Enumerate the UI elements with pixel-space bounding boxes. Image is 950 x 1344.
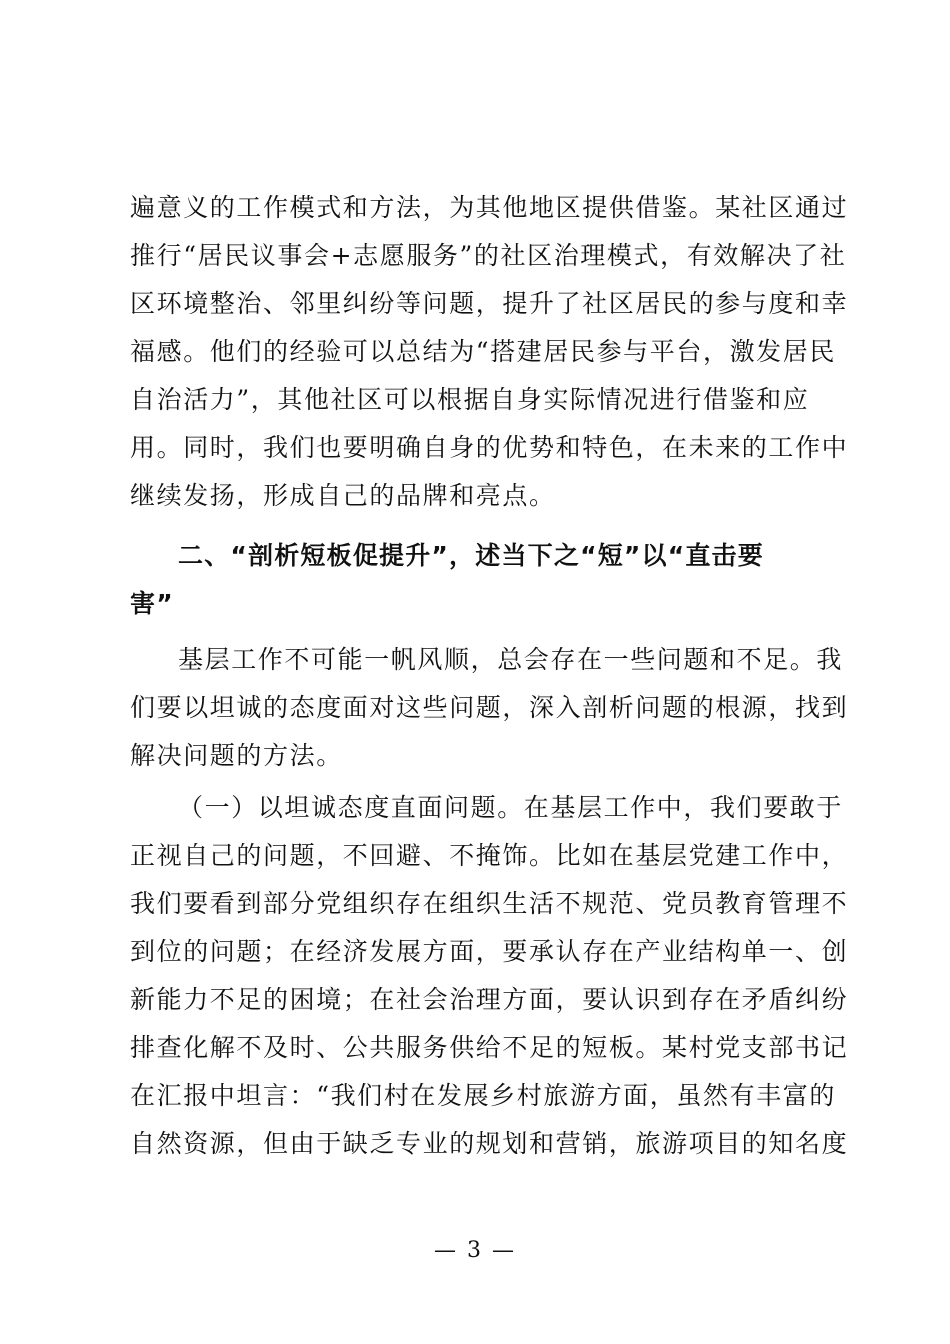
paragraph-line: 我们要看到部分党组织存在组织生活不规范、党员教育管理不 [130, 889, 849, 918]
paragraph-line: 基层工作不可能一帆风顺，总会存在一些问题和不足。我 [178, 645, 844, 674]
paragraph-line: 排查化解不及时、公共服务供给不足的短板。某村党支部书记 [130, 1033, 849, 1062]
paragraph-line: 正视自己的问题，不回避、不掩饰。比如在基层党建工作中， [130, 841, 849, 870]
paragraph-line: 解决问题的方法。 [130, 741, 343, 770]
paragraph-line: 到位的问题；在经济发展方面，要承认存在产业结构单一、创 [130, 937, 849, 966]
paragraph-line: 福感。他们的经验可以总结为“搭建居民参与平台，激发居民 [130, 337, 836, 366]
section-heading: 二、“剖析短板促提升”，述当下之“短”以“直击要 [178, 541, 764, 570]
paragraph-line: 自然资源，但由于缺乏专业的规划和营销，旅游项目的知名度 [130, 1129, 849, 1158]
section-heading: 害” [130, 589, 174, 618]
paragraph-line: 在汇报中坦言：“我们村在发展乡村旅游方面，虽然有丰富的 [130, 1081, 836, 1110]
page-number: — 3 — [434, 1238, 516, 1263]
paragraph-line: 们要以坦诚的态度面对这些问题，深入剖析问题的根源，找到 [130, 693, 849, 722]
paragraph-line: 用。同时，我们也要明确自身的优势和特色，在未来的工作中 [130, 433, 849, 462]
paragraph-line: 新能力不足的困境；在社会治理方面，要认识到存在矛盾纠纷 [130, 985, 849, 1014]
paragraph-line: （一）以坦诚态度直面问题。在基层工作中，我们要敢于 [178, 793, 844, 822]
paragraph-line: 遍意义的工作模式和方法，为其他地区提供借鉴。某社区通过 [130, 193, 849, 222]
paragraph-line: 区环境整治、邻里纠纷等问题，提升了社区居民的参与度和幸 [130, 289, 849, 318]
paragraph-line: 自治活力”，其他社区可以根据自身实际情况进行借鉴和应 [130, 385, 810, 414]
paragraph-line: 推行“居民议事会+志愿服务”的社区治理模式，有效解决了社 [130, 241, 847, 270]
paragraph-line: 继续发扬，形成自己的品牌和亮点。 [130, 481, 556, 510]
